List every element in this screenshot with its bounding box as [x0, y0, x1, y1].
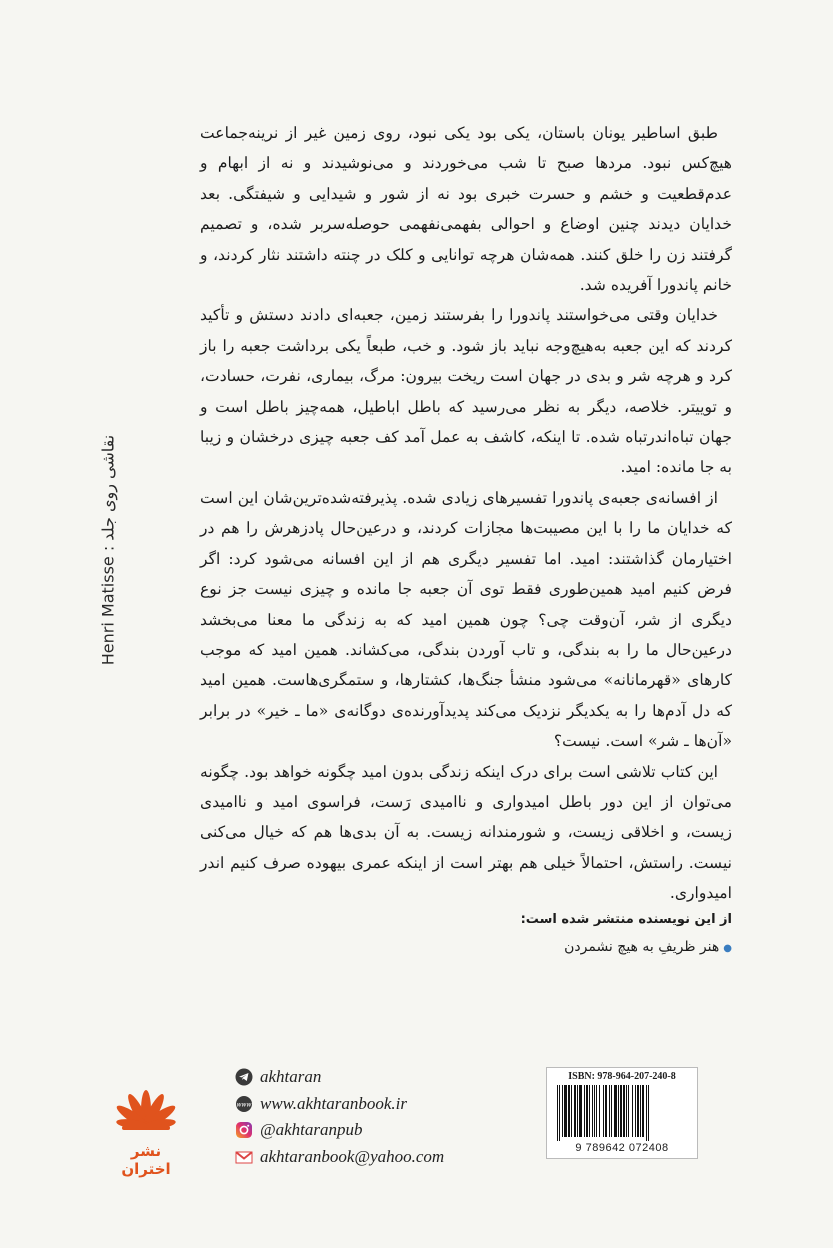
- barcode-bar: [557, 1085, 558, 1141]
- publisher-name: نشر اختران: [121, 1142, 171, 1178]
- barcode-bar: [559, 1085, 560, 1141]
- barcode-bar: [632, 1085, 633, 1137]
- barcode-bar: [571, 1085, 572, 1137]
- barcode-bar: [618, 1085, 619, 1137]
- publisher-emblem-icon: [114, 1074, 178, 1134]
- barcode-bar: [599, 1085, 600, 1137]
- barcode-bar: [623, 1085, 625, 1137]
- email-address: akhtaranbook@yahoo.com: [260, 1146, 445, 1166]
- barcode-bar: [603, 1085, 604, 1137]
- website-url: www.akhtaranbook.ir: [260, 1093, 408, 1113]
- barcode-bar: [620, 1085, 622, 1137]
- barcode-bar: [609, 1085, 610, 1137]
- barcode-bar: [614, 1085, 617, 1137]
- telegram-icon: [235, 1068, 253, 1086]
- barcode-bar: [642, 1085, 644, 1137]
- telegram-handle: akhtaran: [260, 1067, 322, 1087]
- website-contact[interactable]: [235, 1091, 444, 1118]
- barcode-digits: 9 789642 072408: [575, 1142, 669, 1154]
- instagram-contact[interactable]: [235, 1117, 444, 1144]
- isbn-barcode: [546, 1067, 698, 1159]
- barcode-bar: [574, 1085, 576, 1137]
- also-by-item-title: هنر ظریفِ به هیچ نشمردن: [564, 939, 720, 955]
- barcode-bar: [648, 1085, 649, 1141]
- barcode-bar: [584, 1085, 585, 1137]
- blurb-paragraph: طبق اساطیر یونان باستان، یکی بود یکی نبود، روی زمین غیر از نرینه‌جماعت هیچ‌کس نبود. مردها صبح تا شب می‌خوردند و می‌نوشیدند و نه از ابهام و عدم‌قطعیت و خشم و حسرت خبری بود نه از شور و شیدایی و شیفتگی. بعد خدایان دیدند چنین اوضاع و احوالی بفهمی‌نفهمی حوصله‌سربر شده، و تصمیم گرفتند زن را خلق کنند. همه‌شان هرچه توانایی و کلک در چنته داشتند نثار کردند، و خانم پاندورا آفریده شد.: [200, 124, 732, 295]
- barcode-bar: [594, 1085, 595, 1137]
- barcode-bar: [611, 1085, 612, 1137]
- also-by-author: [380, 912, 732, 955]
- cover-painting-credit: [96, 270, 120, 830]
- mail-icon: [235, 1148, 253, 1166]
- instagram-handle: @akhtaranpub: [260, 1120, 363, 1140]
- barcode-bars: [555, 1085, 689, 1141]
- barcode-bar: [605, 1085, 607, 1137]
- barcode-bar: [562, 1085, 563, 1137]
- isbn-number: ISBN: 978-964-207-240-8: [568, 1071, 676, 1082]
- cover-painting-credit-text: Henri Matisse : نقاشی روی جلد: [98, 434, 118, 666]
- barcode-bar: [564, 1085, 567, 1137]
- barcode-bar: [626, 1085, 627, 1137]
- publisher-logo: [108, 1074, 184, 1178]
- barcode-bar: [568, 1085, 570, 1137]
- barcode-bar: [589, 1085, 590, 1137]
- barcode-bar: [586, 1085, 588, 1137]
- back-cover-blurb: [200, 118, 732, 909]
- also-by-heading: از این نویسنده منتشر شده است:: [520, 912, 732, 927]
- blurb-paragraph: این کتاب تلاشی است برای درک اینکه زندگی بدون امید چگونه خواهد بود. چگونه می‌توان از این دور باطل امیدواری و ناامیدی رَست، فراسوی امید و ناامیدی زیست، و اخلاقی زیست، و شورمندانه زیست. به آن بدی‌ها هم که خیال می‌کنی نیست. راستش، احتمالاً خیلی هم بهتر است از اینکه عمری بیهوده صرف کنیم اندر امیدواری.: [200, 762, 732, 903]
- publisher-contacts: [235, 1064, 444, 1170]
- email-contact[interactable]: [235, 1144, 444, 1171]
- barcode-bar: [640, 1085, 641, 1137]
- also-by-item: [380, 939, 732, 955]
- barcode-bar: [592, 1085, 593, 1137]
- bullet-icon: ●: [723, 943, 732, 954]
- barcode-bar: [628, 1085, 629, 1137]
- svg-text:www: www: [236, 1101, 252, 1109]
- blurb-paragraph: از افسانه‌ی جعبه‌ی پاندورا تفسیرهای زیادی شده. پذیرفته‌شده‌ترین‌شان این است که خدایان ما را با این مصیبت‌ها مجازات کردند، و درعین‌حال پادزهرش را هم در اختیارمان گذاشتند: امید. اما تفسیر دیگری هم از این افسانه می‌شود کرد: اگر فرض کنیم امید همین‌طوری فقط توی آن جعبه جا مانده و چیزی نیست جز نوع دیگری از شر، آن‌وقت چی؟ چون همین امید که به زندگی ما معنا می‌بخشد درعین‌حال ما را به بندگی، و تاب آوردن بندگی، می‌کشاند. همین امید که موجب کارهای «قهرمانانه» می‌شود منشأ جنگ‌ها، کشتارها، و ستمگری‌هاست. همین امید که دل آدم‌ها را به یکدیگر نزدیک می‌کند پدیدآورنده‌ی دوگانه‌ی «ما ـ خیر» در برابر «آن‌ها ـ شر» است. نیست؟: [200, 488, 732, 751]
- instagram-icon: [235, 1121, 253, 1139]
- telegram-contact[interactable]: [235, 1064, 444, 1091]
- blurb-paragraph: خدایان وقتی می‌خواستند پاندورا را بفرستند زمین، جعبه‌ای دادند دستش و تأکید کردند که این جعبه به‌هیچ‌وجه نباید باز شود. و خب، طبعاً یکی برداشت جعبه را باز کرد و هرچه شر و بدی در جهان است ریخت بیرون: مرگ، بیماری، نفرت، حسادت، و توییتر. خلاصه، دیگر به نظر می‌رسید که باطل اباطیل، همه‌چیز باطل است و جهان تباه‌اندرتباه شده. تا اینکه، کاشف به عمل آمد کف جعبه چیزی درخشان و زیبا به جا مانده: امید.: [200, 306, 732, 477]
- barcode-bar: [596, 1085, 597, 1137]
- barcode-bar: [646, 1085, 647, 1141]
- barcode-bar: [577, 1085, 578, 1137]
- barcode-bar: [635, 1085, 636, 1137]
- barcode-bar: [637, 1085, 639, 1137]
- globe-icon: [235, 1095, 253, 1113]
- barcode-bar: [579, 1085, 582, 1137]
